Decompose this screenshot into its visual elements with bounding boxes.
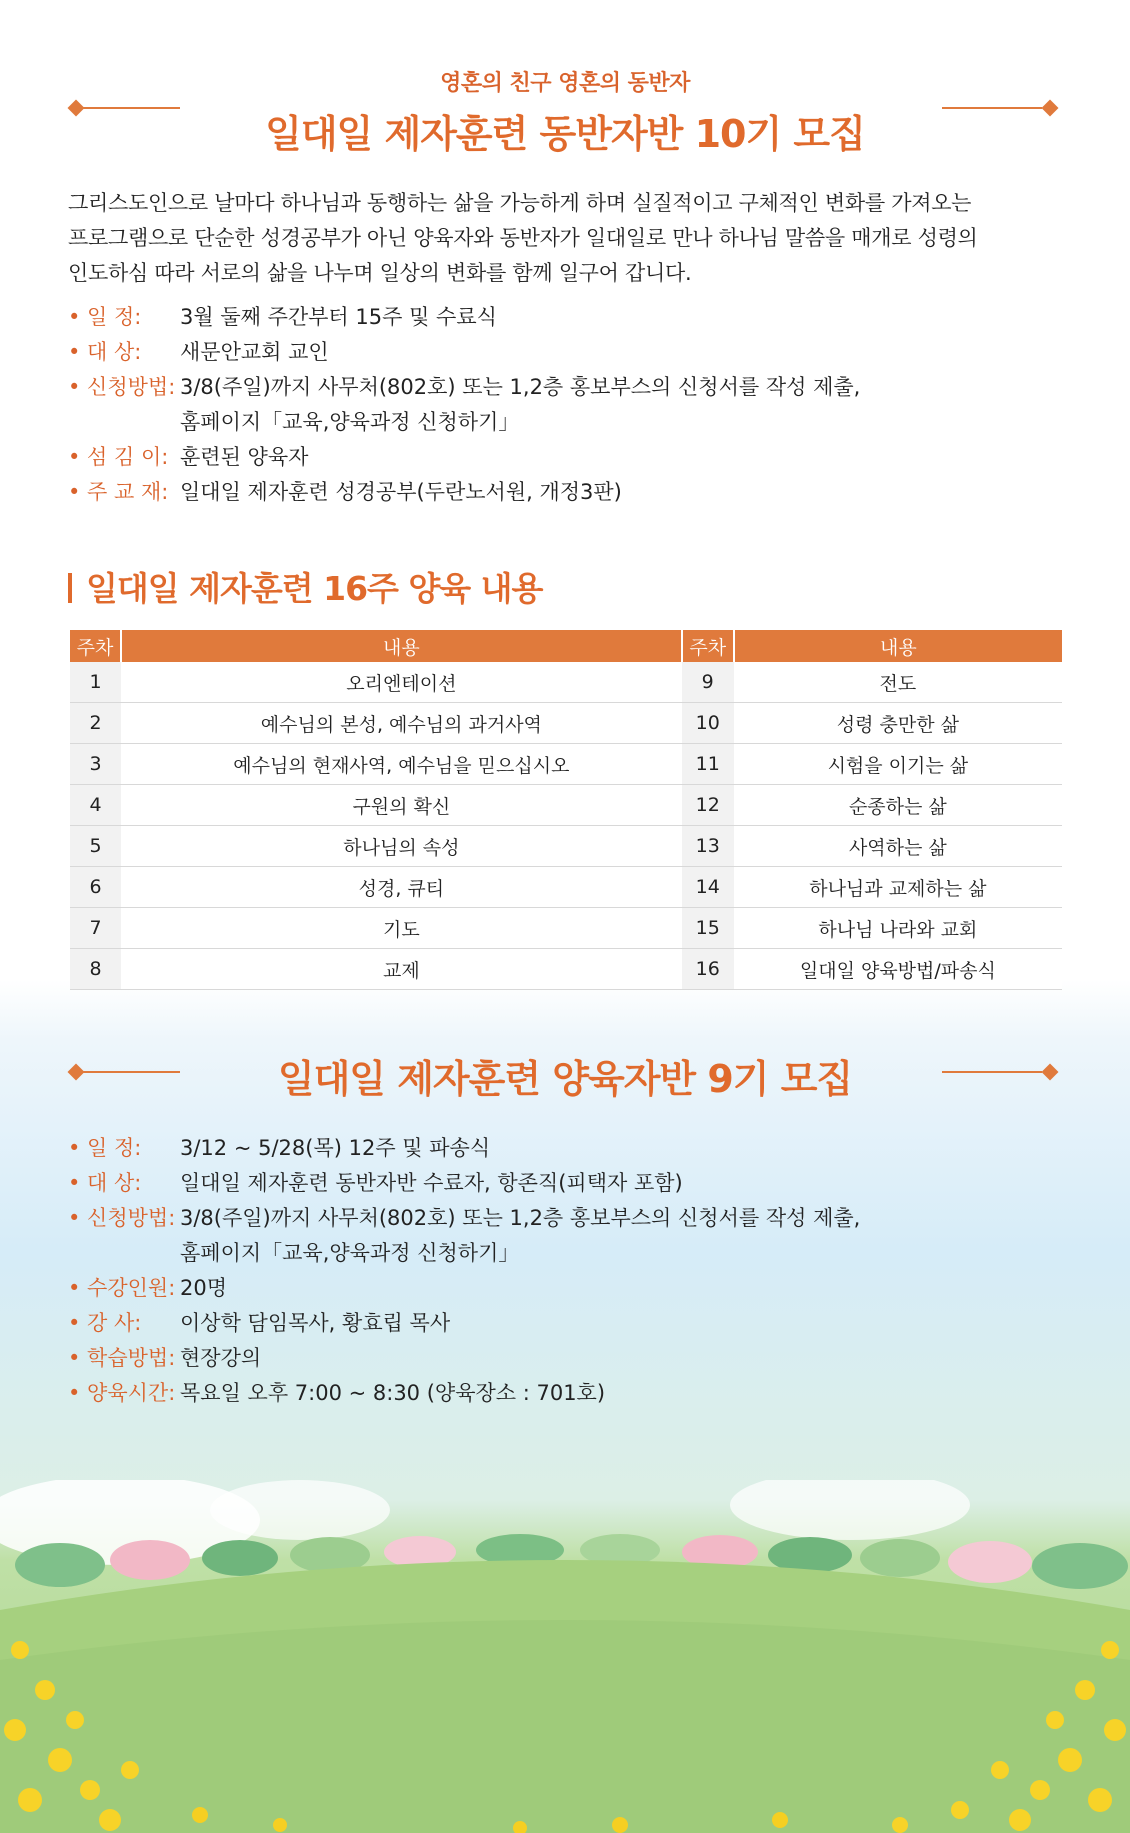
info-row-schedule: [68, 1131, 1068, 1166]
column-header: 내용: [734, 630, 1062, 662]
info-row-capacity: [68, 1271, 1068, 1306]
title-bar: [68, 573, 72, 603]
info-value: 일대일 제자훈련 동반자반 수료자, 항존직(피택자 포함): [180, 1171, 683, 1195]
table-row: [70, 744, 1062, 785]
week-cell: 8: [70, 949, 121, 990]
info-value: 일대일 제자훈련 성경공부(두란노서원, 개정3판): [180, 480, 622, 504]
spring-field-illustration: [0, 1480, 1130, 1833]
info-value: 훈련된 양육자: [180, 445, 309, 469]
info-label: • 일 정:: [68, 305, 142, 329]
content-cell: 교제: [121, 949, 682, 990]
content-cell: 성령 충만한 삶: [734, 703, 1062, 744]
intro-paragraph: 그리스도인으로 날마다 하나님과 동행하는 삶을 가능하게 하며 실질적이고 구체적인 변화를 가져오는 프로그램으로 단순한 성경공부가 아닌 양육자와 동반자가 일대일로 만나 하나님 말씀을 매개로 성령의 인도하심 따라 서로의 삶을 나누며 일상의 변화를 함께 일구어 갑니다.: [68, 191, 978, 285]
column-header: 주차: [70, 630, 121, 662]
info-value: 현장강의: [180, 1346, 262, 1370]
week-cell: 6: [70, 867, 121, 908]
info-row-method: [68, 1341, 1068, 1376]
table-header-row: [70, 630, 1062, 662]
table-row: [70, 826, 1062, 867]
column-header: 내용: [121, 630, 682, 662]
info-row-apply: [68, 1201, 1068, 1236]
info-label: • 대 상:: [68, 340, 142, 364]
section2-title: 일대일 제자훈련 양육자반 9기 모집: [277, 1057, 853, 1101]
content-cell: 사역하는 삶: [734, 826, 1062, 867]
info-row-lecturer: [68, 1306, 1068, 1341]
content-cell: 성경, 큐티: [121, 867, 682, 908]
info-row-servant: [68, 440, 1068, 475]
week-cell: 14: [682, 867, 734, 908]
content-cell: 구원의 확신: [121, 785, 682, 826]
week-cell: 9: [682, 662, 734, 703]
table-row: [70, 785, 1062, 826]
info-label: • 신청방법:: [68, 375, 176, 399]
section1-info-list: [68, 300, 1068, 510]
week-cell: 13: [682, 826, 734, 867]
info-row-target: [68, 335, 1068, 370]
content-cell: 순종하는 삶: [734, 785, 1062, 826]
content-cell: 하나님과 교제하는 삶: [734, 867, 1062, 908]
info-label: • 섬 김 이:: [68, 445, 169, 469]
info-value: 새문안교회 교인: [180, 340, 329, 364]
curriculum-table: [70, 630, 1062, 990]
content-cell: 오리엔테이션: [121, 662, 682, 703]
info-value: 20명: [180, 1276, 228, 1300]
table-row: [70, 949, 1062, 990]
content-cell: 예수님의 현재사역, 예수님을 믿으십시오: [121, 744, 682, 785]
info-label: • 대 상:: [68, 1171, 142, 1195]
week-cell: 15: [682, 908, 734, 949]
content-cell: 하나님 나라와 교회: [734, 908, 1062, 949]
week-cell: 3: [70, 744, 121, 785]
section1-title: 일대일 제자훈련 동반자반 10기 모집: [265, 112, 865, 156]
week-cell: 1: [70, 662, 121, 703]
info-value: 홈페이지「교육,양육과정 신청하기」: [180, 1241, 520, 1265]
info-label: • 강 사:: [68, 1311, 142, 1335]
week-cell: 11: [682, 744, 734, 785]
info-value: 홈페이지「교육,양육과정 신청하기」: [180, 410, 520, 434]
curriculum-title: [68, 563, 542, 610]
week-cell: 12: [682, 785, 734, 826]
table-row: [70, 662, 1062, 703]
section1-subtitle: 영혼의 친구 영혼의 동반자: [440, 71, 690, 96]
info-row-apply-cont: [68, 1236, 1068, 1271]
table-row: [70, 908, 1062, 949]
info-label: [68, 405, 180, 440]
section2-header: [0, 1048, 1130, 1103]
section2-info-list: [68, 1131, 1068, 1411]
content-cell: 기도: [121, 908, 682, 949]
info-label: • 학습방법:: [68, 1346, 176, 1370]
info-label: • 수강인원:: [68, 1276, 176, 1300]
info-value: 이상학 담임목사, 황효립 목사: [180, 1311, 451, 1335]
week-cell: 16: [682, 949, 734, 990]
info-label: • 신청방법:: [68, 1206, 176, 1230]
info-row-apply-cont: [68, 405, 1068, 440]
info-value: 3/8(주일)까지 사무처(802호) 또는 1,2층 홍보부스의 신청서를 작성 제출,: [180, 1206, 861, 1230]
content-cell: 하나님의 속성: [121, 826, 682, 867]
table-row: [70, 703, 1062, 744]
content-cell: 예수님의 본성, 예수님의 과거사역: [121, 703, 682, 744]
content-cell: 일대일 양육방법/파송식: [734, 949, 1062, 990]
week-cell: 5: [70, 826, 121, 867]
column-header: 주차: [682, 630, 734, 662]
info-label: • 양육시간:: [68, 1381, 176, 1405]
week-cell: 7: [70, 908, 121, 949]
curriculum-title-text: 일대일 제자훈련 16주 양육 내용: [86, 569, 543, 608]
info-label: [68, 1236, 180, 1271]
content-cell: 전도: [734, 662, 1062, 703]
week-cell: 2: [70, 703, 121, 744]
info-value: 3/8(주일)까지 사무처(802호) 또는 1,2층 홍보부스의 신청서를 작성 제출,: [180, 375, 861, 399]
info-value: 3/12 ~ 5/28(목) 12주 및 파송식: [180, 1136, 491, 1160]
info-row-apply: [68, 370, 1068, 405]
info-row-target: [68, 1166, 1068, 1201]
section1-header: [0, 66, 1130, 158]
info-value: 3월 둘째 주간부터 15주 및 수료식: [180, 305, 497, 329]
week-cell: 4: [70, 785, 121, 826]
info-row-textbook: [68, 475, 1068, 510]
table-row: [70, 867, 1062, 908]
info-row-time: [68, 1376, 1068, 1411]
info-row-schedule: [68, 300, 1068, 335]
info-label: • 주 교 재:: [68, 480, 169, 504]
week-cell: 10: [682, 703, 734, 744]
content-cell: 시험을 이기는 삶: [734, 744, 1062, 785]
info-value: 목요일 오후 7:00 ~ 8:30 (양육장소 : 701호): [180, 1381, 606, 1405]
info-label: • 일 정:: [68, 1136, 142, 1160]
